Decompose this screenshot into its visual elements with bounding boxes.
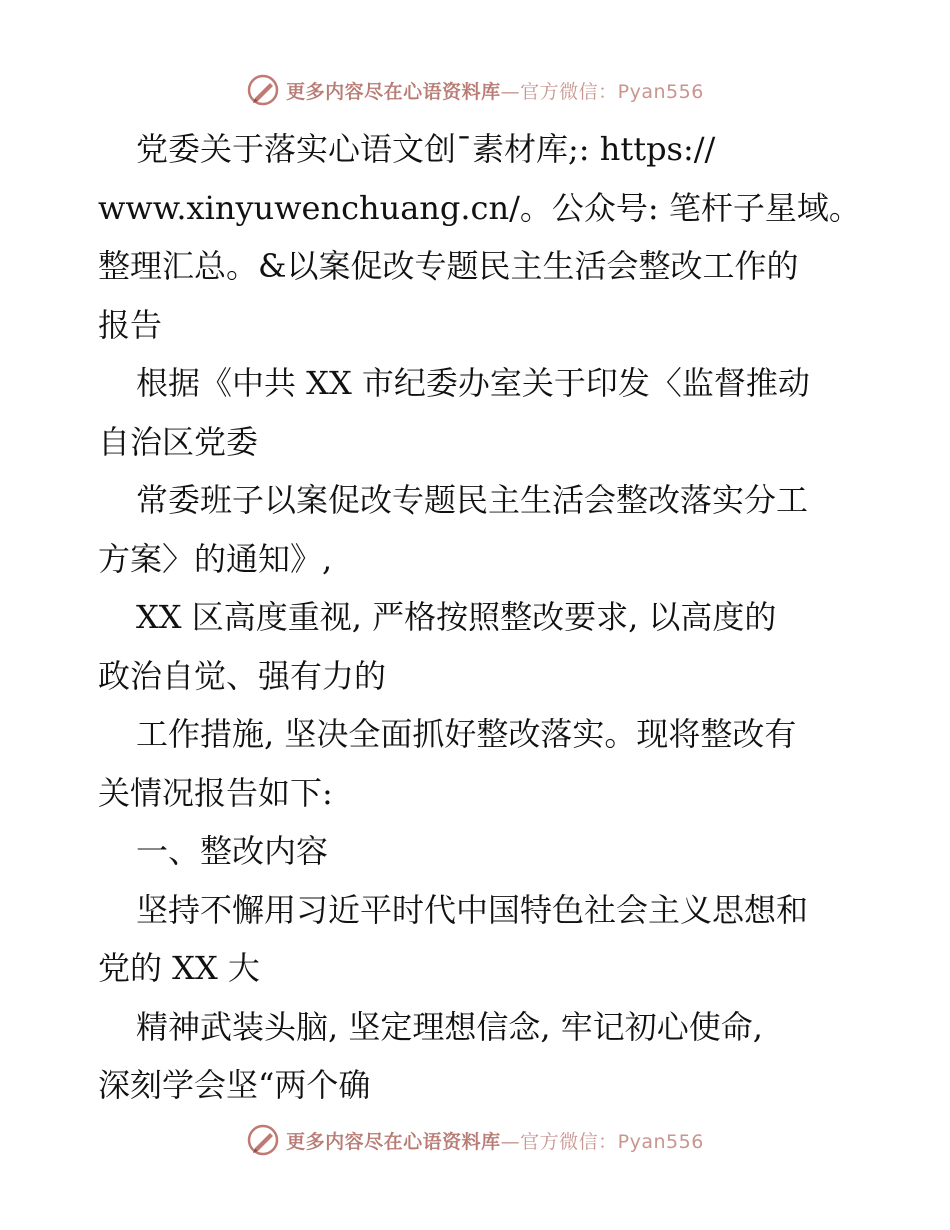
- watermark-contact: 官方微信：Pyan556: [520, 80, 704, 103]
- text-line: 常委班子以案促改专题民主生活会整改落实分工: [136, 481, 809, 519]
- pen-logo-icon: [246, 1123, 280, 1157]
- text-line: 政治自觉、强有力的: [98, 656, 387, 695]
- text-line: 根据《中共 XX 市纪委办室关于印发〈监督推动: [136, 364, 810, 402]
- watermark-source: 更多内容尽在心语资料库: [286, 1130, 501, 1153]
- text-line: 整理汇总。&以案促改专题民主生活会整改工作的: [98, 247, 799, 285]
- document-body: [98, 120, 861, 1115]
- watermark-text: [286, 77, 704, 104]
- header-watermark: [0, 70, 950, 110]
- watermark-dash: —: [500, 1130, 521, 1153]
- watermark-text: [286, 1127, 704, 1154]
- text-line: 关情况报告如下:: [98, 773, 333, 812]
- text-line: 工作措施, 坚决全面抓好整改落实。现将整改有: [136, 715, 797, 753]
- text-line: XX 区高度重视, 严格按照整改要求, 以高度的: [136, 598, 777, 636]
- footer-watermark: [0, 1120, 950, 1160]
- pen-logo-icon: [246, 73, 280, 107]
- text-line: 方案〉的通知》,: [98, 539, 333, 578]
- text-line: 党的 XX 大: [98, 949, 260, 987]
- text-line: www.xinyuwenchuang.cn/。公众号: 笔杆子星域。: [98, 188, 861, 227]
- text-line: 精神武装头脑, 坚定理想信念, 牢记初心使命,: [136, 1007, 763, 1046]
- watermark-source: 更多内容尽在心语资料库: [286, 80, 501, 103]
- text-line: 深刻学会坚“两个确: [98, 1066, 371, 1104]
- watermark-dash: —: [500, 80, 521, 103]
- text-line: 党委关于落实心语文创¯素材库;: https://: [136, 130, 716, 168]
- watermark-contact: 官方微信：Pyan556: [520, 1130, 704, 1153]
- text-line: 坚持不懈用习近平时代中国特色社会主义思想和: [136, 890, 809, 929]
- section-heading: 一、整改内容: [136, 832, 329, 870]
- text-line: 报告: [98, 305, 163, 344]
- text-line: 自治区党委: [98, 422, 259, 461]
